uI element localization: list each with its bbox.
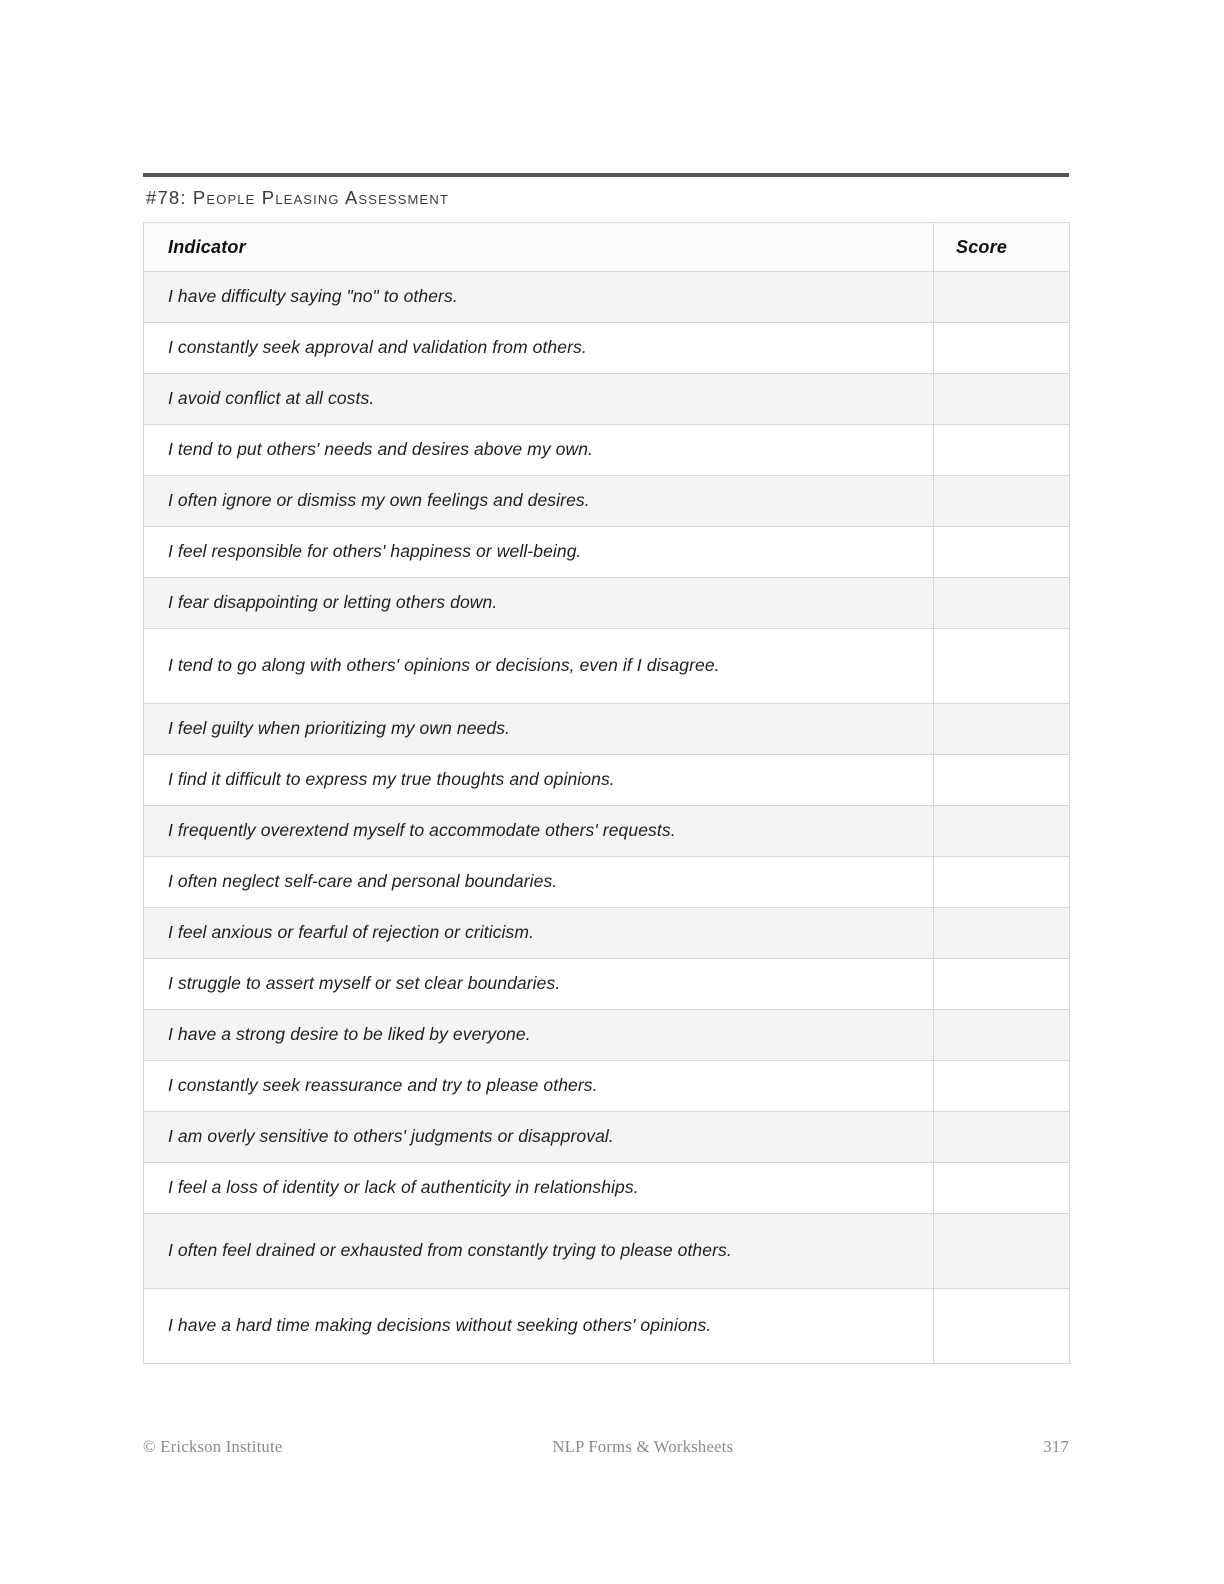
score-input-cell[interactable] — [934, 1214, 1070, 1289]
score-input-cell[interactable] — [934, 476, 1070, 527]
table-row — [144, 272, 1070, 323]
indicator-cell: I tend to go along with others' opinions or decisions, even if I disagree. — [144, 629, 934, 704]
indicator-cell: I tend to put others' needs and desires above my own. — [144, 425, 934, 476]
score-input-cell[interactable] — [934, 323, 1070, 374]
table-row — [144, 1061, 1070, 1112]
score-input-cell[interactable] — [934, 857, 1070, 908]
table-row — [144, 1010, 1070, 1061]
indicator-cell: I often neglect self-care and personal boundaries. — [144, 857, 934, 908]
indicator-cell: I have a strong desire to be liked by everyone. — [144, 1010, 934, 1061]
footer-document-title: NLP Forms & Worksheets — [552, 1437, 734, 1456]
indicator-cell: I frequently overextend myself to accommodate others' requests. — [144, 806, 934, 857]
score-input-cell[interactable] — [934, 374, 1070, 425]
worksheet-content — [143, 173, 1069, 1364]
table-body — [144, 272, 1070, 1364]
table-row — [144, 959, 1070, 1010]
score-input-cell[interactable] — [934, 425, 1070, 476]
table-row — [144, 755, 1070, 806]
table-row — [144, 578, 1070, 629]
score-input-cell[interactable] — [934, 1112, 1070, 1163]
indicator-cell: I am overly sensitive to others' judgments or disapproval. — [144, 1112, 934, 1163]
indicator-cell: I feel responsible for others' happiness or well-being. — [144, 527, 934, 578]
page-title: #78: People Pleasing Assessment — [146, 187, 449, 208]
column-header-indicator: Indicator — [144, 223, 934, 272]
indicator-cell: I have difficulty saying "no" to others. — [144, 272, 934, 323]
assessment-table — [143, 222, 1070, 1364]
indicator-cell: I feel a loss of identity or lack of authenticity in relationships. — [144, 1163, 934, 1214]
table-row — [144, 806, 1070, 857]
table-row — [144, 527, 1070, 578]
footer-copyright: © Erickson Institute — [143, 1437, 283, 1456]
indicator-cell: I struggle to assert myself or set clear boundaries. — [144, 959, 934, 1010]
score-input-cell[interactable] — [934, 908, 1070, 959]
column-header-score: Score — [934, 223, 1070, 272]
table-row — [144, 1214, 1070, 1289]
score-input-cell[interactable] — [934, 1163, 1070, 1214]
table-row — [144, 629, 1070, 704]
indicator-cell: I often feel drained or exhausted from constantly trying to please others. — [144, 1214, 934, 1289]
score-input-cell[interactable] — [934, 272, 1070, 323]
table-row — [144, 1112, 1070, 1163]
indicator-cell: I constantly seek reassurance and try to please others. — [144, 1061, 934, 1112]
table-row — [144, 425, 1070, 476]
table-row — [144, 374, 1070, 425]
score-input-cell[interactable] — [934, 629, 1070, 704]
score-input-cell[interactable] — [934, 578, 1070, 629]
score-input-cell[interactable] — [934, 959, 1070, 1010]
table-row — [144, 908, 1070, 959]
table-row — [144, 1163, 1070, 1214]
score-input-cell[interactable] — [934, 704, 1070, 755]
table-row — [144, 704, 1070, 755]
indicator-cell: I constantly seek approval and validation from others. — [144, 323, 934, 374]
indicator-cell: I feel anxious or fearful of rejection or criticism. — [144, 908, 934, 959]
table-row — [144, 476, 1070, 527]
score-input-cell[interactable] — [934, 1061, 1070, 1112]
table-row — [144, 1289, 1070, 1364]
indicator-cell: I have a hard time making decisions without seeking others' opinions. — [144, 1289, 934, 1364]
indicator-cell: I feel guilty when prioritizing my own needs. — [144, 704, 934, 755]
table-head — [144, 223, 1070, 272]
indicator-cell: I often ignore or dismiss my own feelings and desires. — [144, 476, 934, 527]
table-row — [144, 857, 1070, 908]
indicator-cell: I avoid conflict at all costs. — [144, 374, 934, 425]
score-input-cell[interactable] — [934, 1289, 1070, 1364]
score-input-cell[interactable] — [934, 1010, 1070, 1061]
table-row — [144, 323, 1070, 374]
page-footer — [143, 1437, 1069, 1457]
footer-page-number: 317 — [1043, 1437, 1069, 1456]
score-input-cell[interactable] — [934, 527, 1070, 578]
score-input-cell[interactable] — [934, 755, 1070, 806]
table-header-row — [144, 223, 1070, 272]
indicator-cell: I fear disappointing or letting others down. — [144, 578, 934, 629]
score-input-cell[interactable] — [934, 806, 1070, 857]
indicator-cell: I find it difficult to express my true thoughts and opinions. — [144, 755, 934, 806]
